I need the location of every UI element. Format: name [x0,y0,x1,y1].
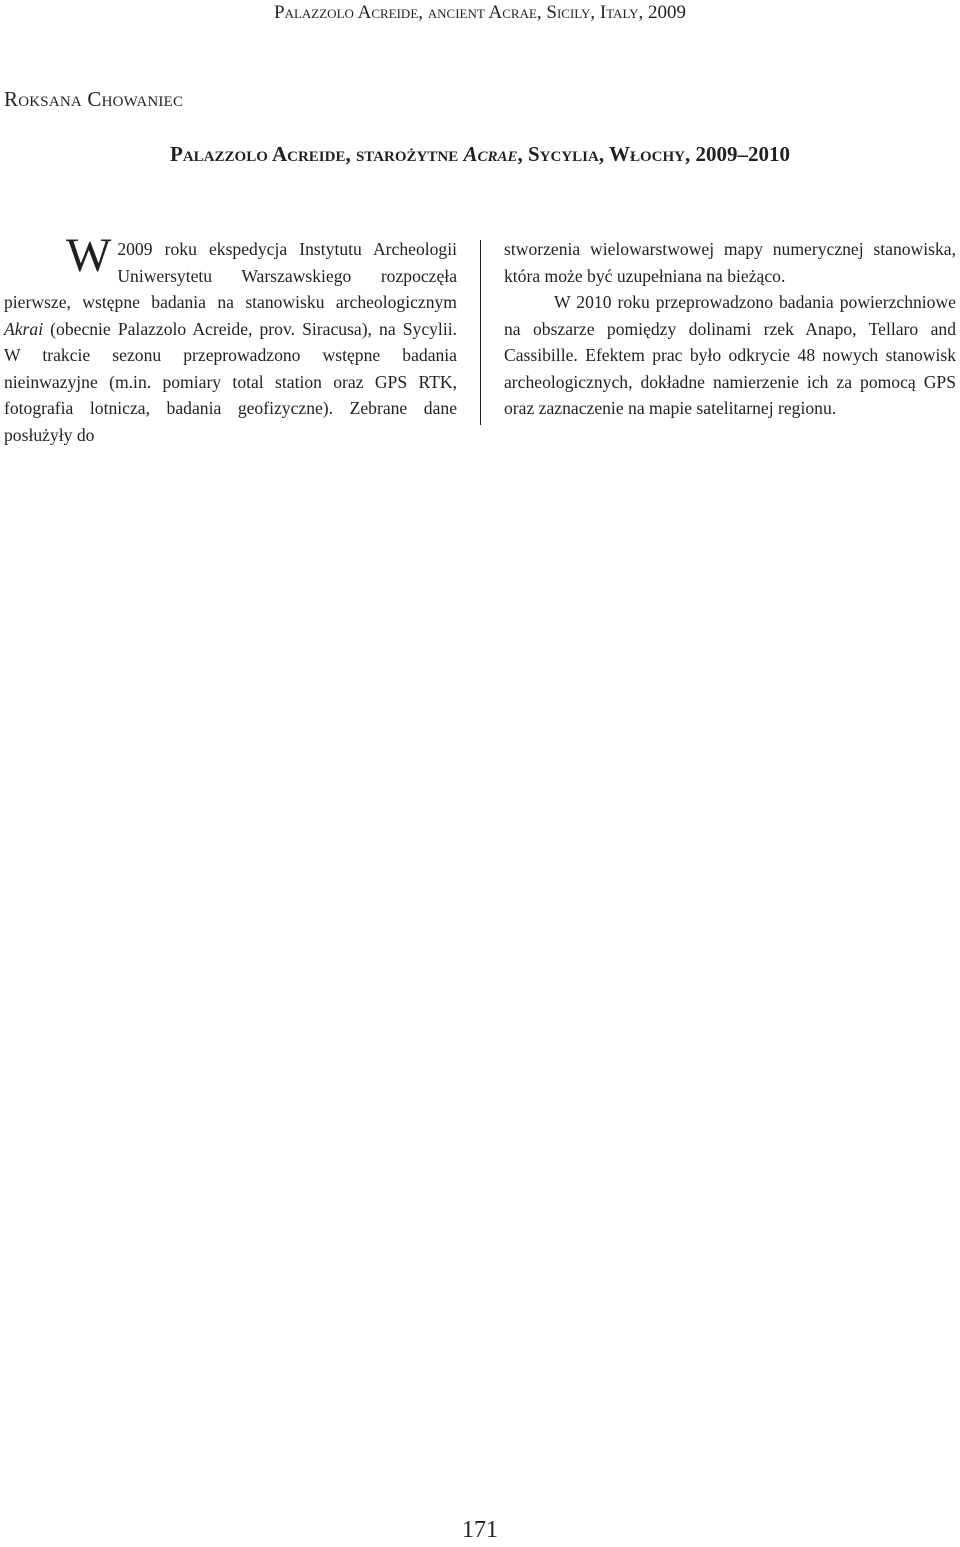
column-divider [480,240,481,425]
title-part-1: Palazzolo Acreide, starożytne [170,142,464,166]
drop-cap: W [66,229,112,282]
running-header: Palazzolo Acreide, ancient Acrae, Sicily, Italy, 2009 [274,2,686,23]
left-text-1: 2009 roku ekspedycja Instytutu Archeologii Uniwersytetu Warszawskiego rozpoczęła pierwsze, wstępne badania na stanowisku archeologicznym [4,239,457,312]
right-paragraph-2: W 2010 roku przeprowadzono badania powierzchniowe na obszarze pomiędzy dolinami rzek Anapo, Tellaro and Cassibille. Efektem prac było odkrycie 48 nowych stanowisk archeologicznych, dokładne namierzenie ich za pomocą GPS oraz zaznaczenie na mapie satelitarnej regionu. [504,292,956,418]
article-title [0,142,960,167]
right-paragraph-1: stworzenia wielowarstwowej mapy numerycznej stanowiska, która może być uzupełniana na bieżąco. [504,239,956,286]
page-number: 171 [462,1517,498,1543]
title-italic: Acrae [463,142,518,166]
left-paragraph [4,229,457,448]
left-column [4,229,457,448]
left-text-2: (obecnie Palazzolo Acreide, prov. Siracusa), na Sycylii. W trakcie sezonu przeprowadzono wstępne badania nieinwazyjne (m.in. pomiary total station oraz GPS RTK, fotografia lotnicza, badania geofizyczne). Zebrane dane posłużyły do [4,318,457,445]
left-italic: Akrai [4,318,44,339]
author-name: Roksana Chowaniec [4,87,184,111]
right-column [504,236,956,422]
title-part-2: , Sycylia, Włochy, 2009–2010 [517,142,790,166]
